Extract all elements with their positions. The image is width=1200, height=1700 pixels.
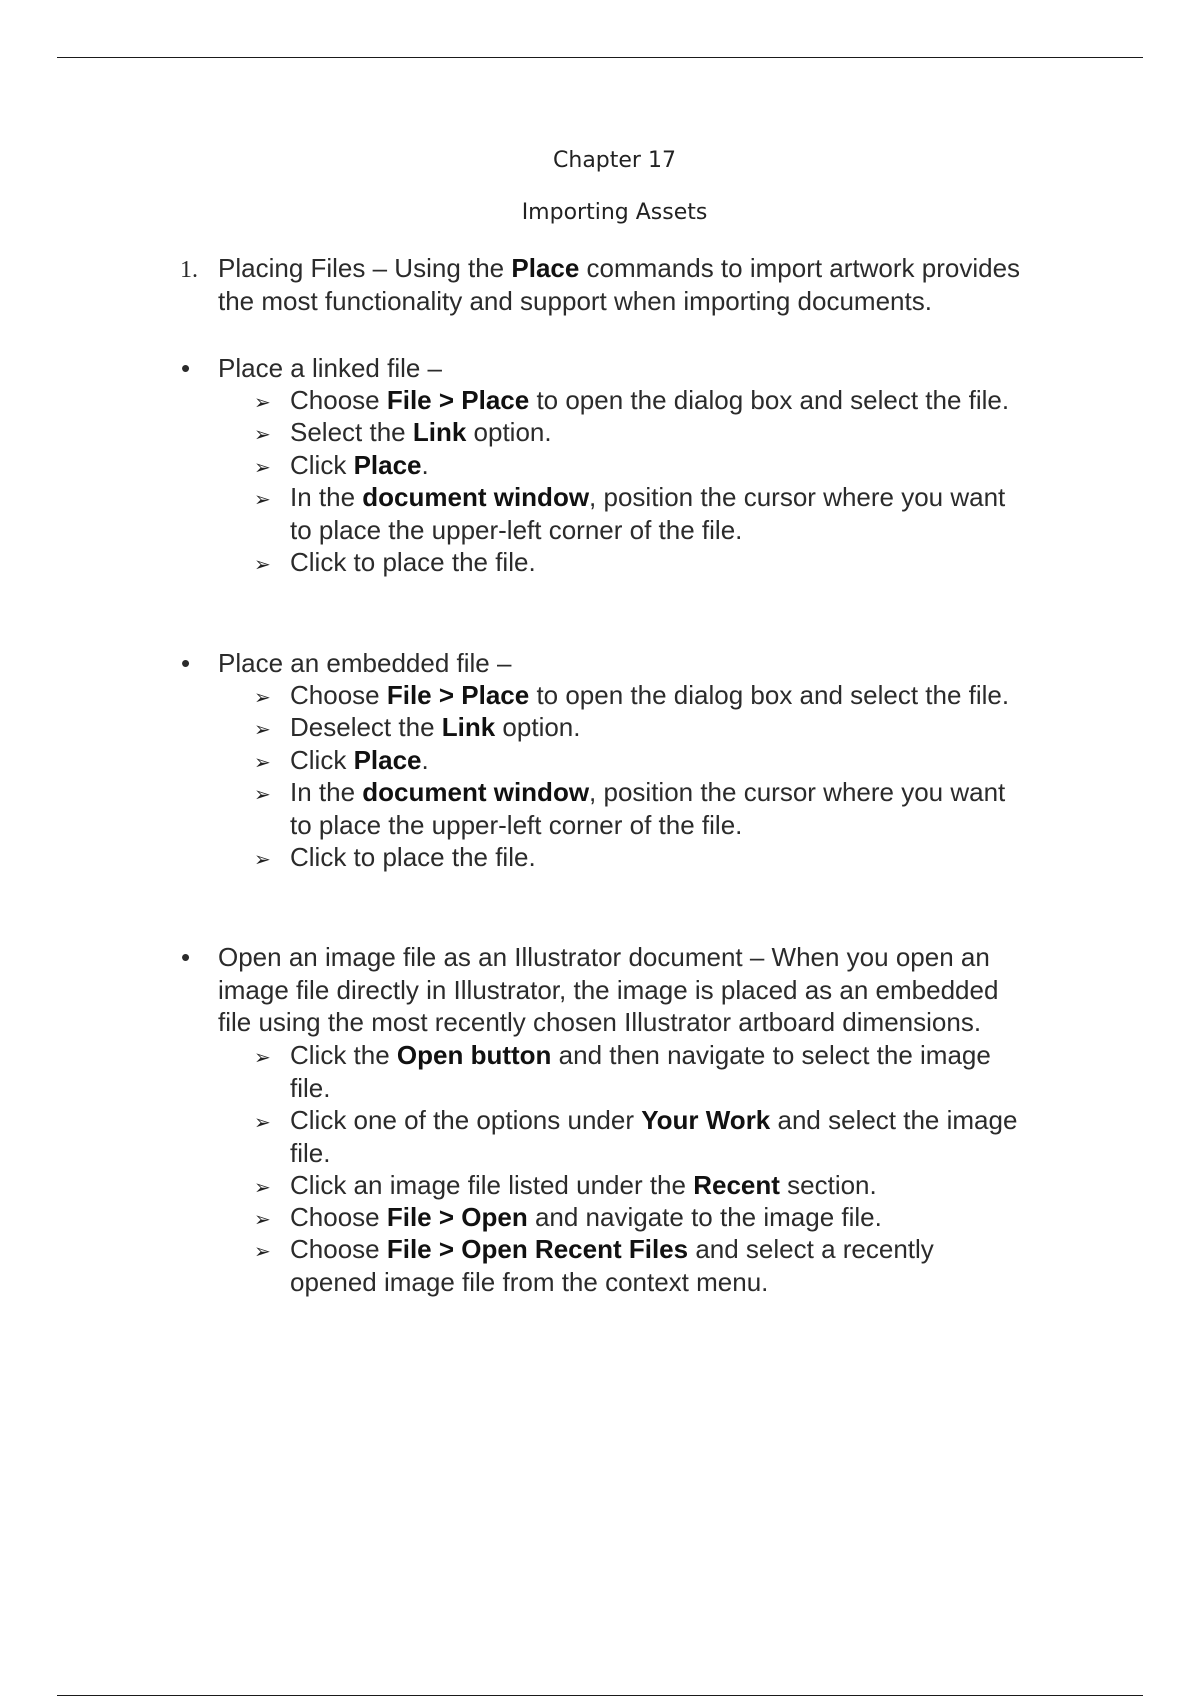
bullet-marker: • bbox=[181, 648, 191, 678]
text-run: Click the bbox=[290, 1040, 397, 1070]
step-text bbox=[290, 711, 1100, 744]
text-run: section. bbox=[779, 1170, 877, 1200]
text-run: Place an embedded file – bbox=[218, 648, 512, 678]
arrow-bullet-icon: ➢ bbox=[254, 554, 271, 576]
text-line bbox=[290, 809, 1100, 842]
text-line bbox=[290, 776, 1100, 809]
text-run: In the bbox=[290, 482, 363, 512]
bold-term: Place bbox=[353, 450, 422, 480]
text-line bbox=[290, 841, 1100, 874]
text-line bbox=[218, 974, 1098, 1007]
bold-term: Link bbox=[412, 417, 467, 447]
bottom-rule bbox=[57, 1695, 1143, 1696]
arrow-bullet-icon: ➢ bbox=[254, 424, 271, 446]
bullet-item-text bbox=[218, 352, 1098, 385]
step-text bbox=[290, 1039, 1100, 1104]
arrow-bullet-icon: ➢ bbox=[254, 1241, 271, 1263]
list-number: 1. bbox=[180, 257, 198, 283]
text-run: to place the upper-left corner of the file. bbox=[290, 809, 743, 840]
arrow-bullet-icon: ➢ bbox=[254, 489, 271, 511]
text-line bbox=[290, 1201, 1100, 1234]
bold-term: File > Open bbox=[386, 1202, 528, 1232]
bold-term: Your Work bbox=[641, 1105, 771, 1135]
arrow-bullet-icon: ➢ bbox=[254, 719, 271, 741]
text-line bbox=[218, 352, 1098, 385]
text-run: Click one of the options under bbox=[290, 1105, 642, 1135]
step-text bbox=[290, 1104, 1100, 1169]
arrow-bullet-icon: ➢ bbox=[254, 1177, 271, 1199]
step-text bbox=[290, 449, 1100, 482]
bold-term: File > Place bbox=[386, 680, 530, 710]
step-text bbox=[290, 744, 1100, 777]
text-run: . bbox=[421, 450, 429, 480]
text-line bbox=[290, 1039, 1100, 1072]
text-run: , position the cursor where you want bbox=[589, 482, 1006, 512]
text-run: to place the upper-left corner of the file. bbox=[290, 514, 743, 545]
text-run: Choose bbox=[290, 680, 387, 710]
step-text bbox=[290, 384, 1100, 417]
arrow-bullet-icon: ➢ bbox=[254, 784, 271, 806]
text-run: file using the most recently chosen Illustrator artboard dimensions. bbox=[218, 1007, 982, 1037]
bold-term: Open button bbox=[396, 1040, 552, 1070]
text-run: to open the dialog box and select the file. bbox=[529, 385, 1010, 415]
arrow-bullet-icon: ➢ bbox=[254, 752, 271, 774]
arrow-bullet-icon: ➢ bbox=[254, 392, 271, 414]
bold-term: Link bbox=[441, 712, 496, 742]
bold-term: document window bbox=[362, 482, 590, 512]
arrow-bullet-icon: ➢ bbox=[254, 457, 271, 479]
text-run: Place a linked file – bbox=[218, 353, 443, 383]
text-run: , position the cursor where you want bbox=[589, 777, 1006, 807]
bullet-marker: • bbox=[181, 353, 191, 383]
text-line bbox=[290, 1233, 1100, 1266]
text-line bbox=[218, 285, 1098, 318]
text-line bbox=[290, 1104, 1100, 1137]
bullet-item-text bbox=[218, 647, 1098, 680]
text-line bbox=[290, 1072, 1100, 1105]
text-line bbox=[218, 647, 1098, 680]
text-run: and navigate to the image file. bbox=[527, 1202, 882, 1232]
text-line bbox=[290, 744, 1100, 777]
step-text bbox=[290, 1201, 1100, 1234]
text-run: Click bbox=[290, 745, 354, 775]
text-run: image file directly in Illustrator, the image is placed as an embedded bbox=[218, 974, 999, 1005]
step-text bbox=[290, 481, 1100, 546]
bold-term: File > Open Recent Files bbox=[386, 1234, 689, 1264]
text-run: file. bbox=[290, 1137, 331, 1168]
text-run: option. bbox=[466, 417, 552, 447]
bold-term: File > Place bbox=[386, 385, 530, 415]
step-text bbox=[290, 776, 1100, 841]
text-run: Click to place the file. bbox=[290, 842, 536, 872]
text-line bbox=[290, 1169, 1100, 1202]
text-line bbox=[290, 711, 1100, 744]
bold-term: Place bbox=[353, 745, 422, 775]
text-line bbox=[218, 1006, 1098, 1039]
text-run: and select a recently bbox=[688, 1234, 934, 1264]
text-line bbox=[290, 1137, 1100, 1170]
numbered-item-text bbox=[218, 252, 1098, 317]
text-run: Choose bbox=[290, 1202, 387, 1232]
step-text bbox=[290, 1169, 1100, 1202]
text-line bbox=[218, 941, 1098, 974]
chapter-heading: Chapter 17 bbox=[553, 148, 676, 173]
text-line bbox=[218, 252, 1098, 285]
bullet-item-text bbox=[218, 941, 1098, 1039]
bold-term: Place bbox=[511, 253, 580, 283]
arrow-bullet-icon: ➢ bbox=[254, 849, 271, 871]
text-line bbox=[290, 449, 1100, 482]
text-run: the most functionality and support when importing documents. bbox=[218, 285, 932, 316]
step-text bbox=[290, 1233, 1100, 1298]
text-run: Click to place the file. bbox=[290, 547, 536, 577]
arrow-bullet-icon: ➢ bbox=[254, 1209, 271, 1231]
text-run: Choose bbox=[290, 385, 387, 415]
text-run: In the bbox=[290, 777, 363, 807]
text-run: opened image file from the context menu. bbox=[290, 1266, 769, 1297]
text-line bbox=[290, 416, 1100, 449]
text-run: Click bbox=[290, 450, 354, 480]
text-run: Select the bbox=[290, 417, 413, 447]
text-run: to open the dialog box and select the file. bbox=[529, 680, 1010, 710]
top-rule bbox=[57, 57, 1143, 58]
text-run: file. bbox=[290, 1072, 331, 1103]
step-text bbox=[290, 679, 1100, 712]
text-line bbox=[290, 546, 1100, 579]
text-run: option. bbox=[495, 712, 581, 742]
step-text bbox=[290, 841, 1100, 874]
text-run: Deselect the bbox=[290, 712, 442, 742]
text-line bbox=[290, 514, 1100, 547]
text-run: Open an image file as an Illustrator document – When you open an bbox=[218, 942, 990, 972]
step-text bbox=[290, 546, 1100, 579]
arrow-bullet-icon: ➢ bbox=[254, 1112, 271, 1134]
text-line bbox=[290, 679, 1100, 712]
bold-term: document window bbox=[362, 777, 590, 807]
text-line bbox=[290, 384, 1100, 417]
text-run: and then navigate to select the image bbox=[551, 1040, 991, 1070]
step-text bbox=[290, 416, 1100, 449]
text-run: . bbox=[421, 745, 429, 775]
text-run: Placing Files – Using the bbox=[218, 253, 512, 283]
bullet-marker: • bbox=[181, 942, 191, 972]
text-run: and select the image bbox=[770, 1105, 1018, 1135]
text-run: Choose bbox=[290, 1234, 387, 1264]
arrow-bullet-icon: ➢ bbox=[254, 687, 271, 709]
text-run: Click an image file listed under the bbox=[290, 1170, 694, 1200]
bold-term: Recent bbox=[693, 1170, 780, 1200]
text-run: commands to import artwork provides bbox=[579, 253, 1021, 283]
chapter-subtitle: Importing Assets bbox=[521, 200, 708, 225]
text-line bbox=[290, 1266, 1100, 1299]
text-line bbox=[290, 481, 1100, 514]
arrow-bullet-icon: ➢ bbox=[254, 1047, 271, 1069]
